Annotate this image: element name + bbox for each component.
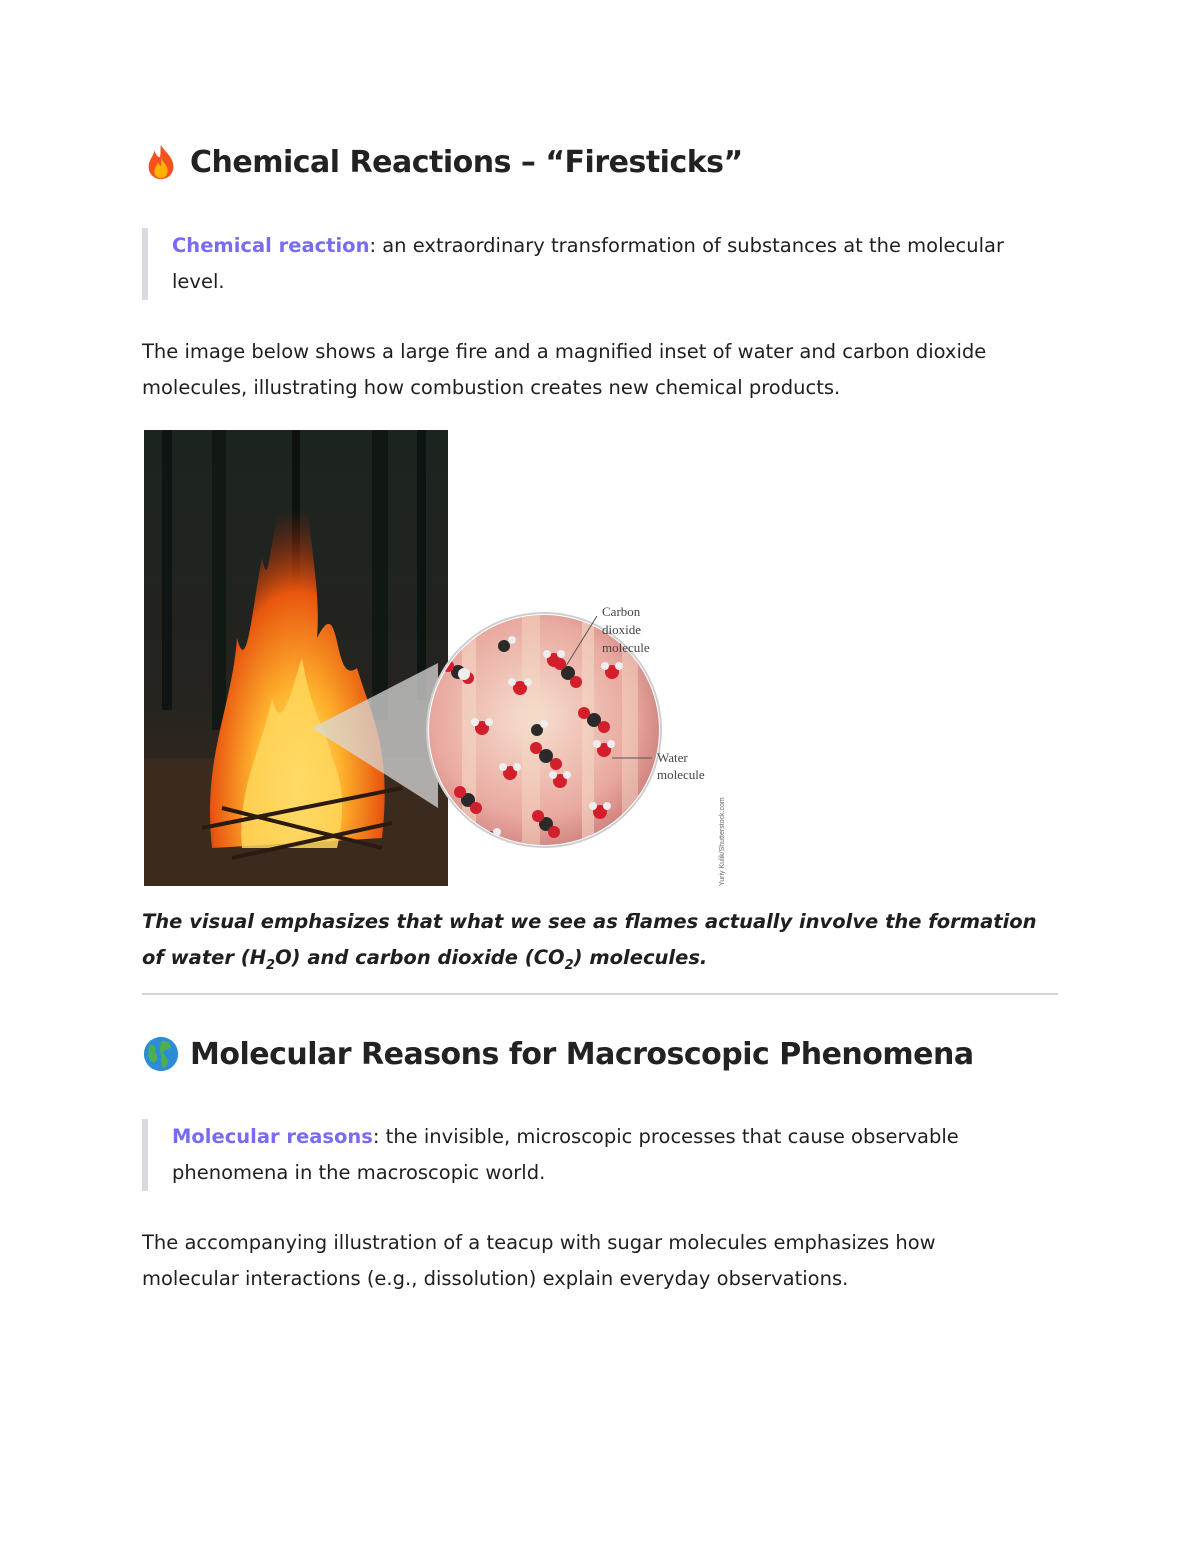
definition-quote <box>142 1119 1042 1191</box>
figure-caption: The visual emphasizes that what we see as flames actually involve the formation of water $(H_2O)$ and carbon dioxide $(CO_2)$ molecules. <box>142 910 1037 973</box>
definition-text: : an extraordinary transformation of substances at the molecular level. <box>172 234 1004 293</box>
definition-text: : the invisible, microscopic processes that cause observable phenomena in the macroscopic world. <box>172 1125 959 1184</box>
photo-credit: Yuriy Kulik/Shutterstock.com <box>719 797 726 886</box>
label-water: Water molecule <box>657 750 705 782</box>
section-heading-molecular-reasons <box>142 1035 974 1073</box>
fire-molecule-illustration <box>142 428 742 888</box>
heading-text: Chemical Reactions – “Firesticks” <box>190 144 743 180</box>
teacup-paragraph: The accompanying illustration of a teacup with sugar molecules emphasizes how molecular interactions (e.g., dissolution) explain everyday observations. <box>142 1231 936 1290</box>
definition-term: Molecular reasons <box>172 1125 373 1148</box>
fire-photo <box>144 430 448 888</box>
globe-icon <box>142 1035 180 1073</box>
intro-paragraph: The image below shows a large fire and a magnified inset of water and carbon dioxide molecules, illustrating how combustion creates new chemical products. <box>142 340 987 399</box>
definition-term: Chemical reaction <box>172 234 370 257</box>
combustion-figure <box>142 428 742 888</box>
heading-text: Molecular Reasons for Macroscopic Phenomena <box>190 1036 974 1072</box>
section-divider <box>142 993 1058 995</box>
section-heading-chemical-reactions <box>142 143 743 181</box>
fire-icon <box>142 143 180 181</box>
definition-quote <box>142 228 1042 300</box>
label-co2: Carbon dioxide molecule <box>602 604 650 655</box>
